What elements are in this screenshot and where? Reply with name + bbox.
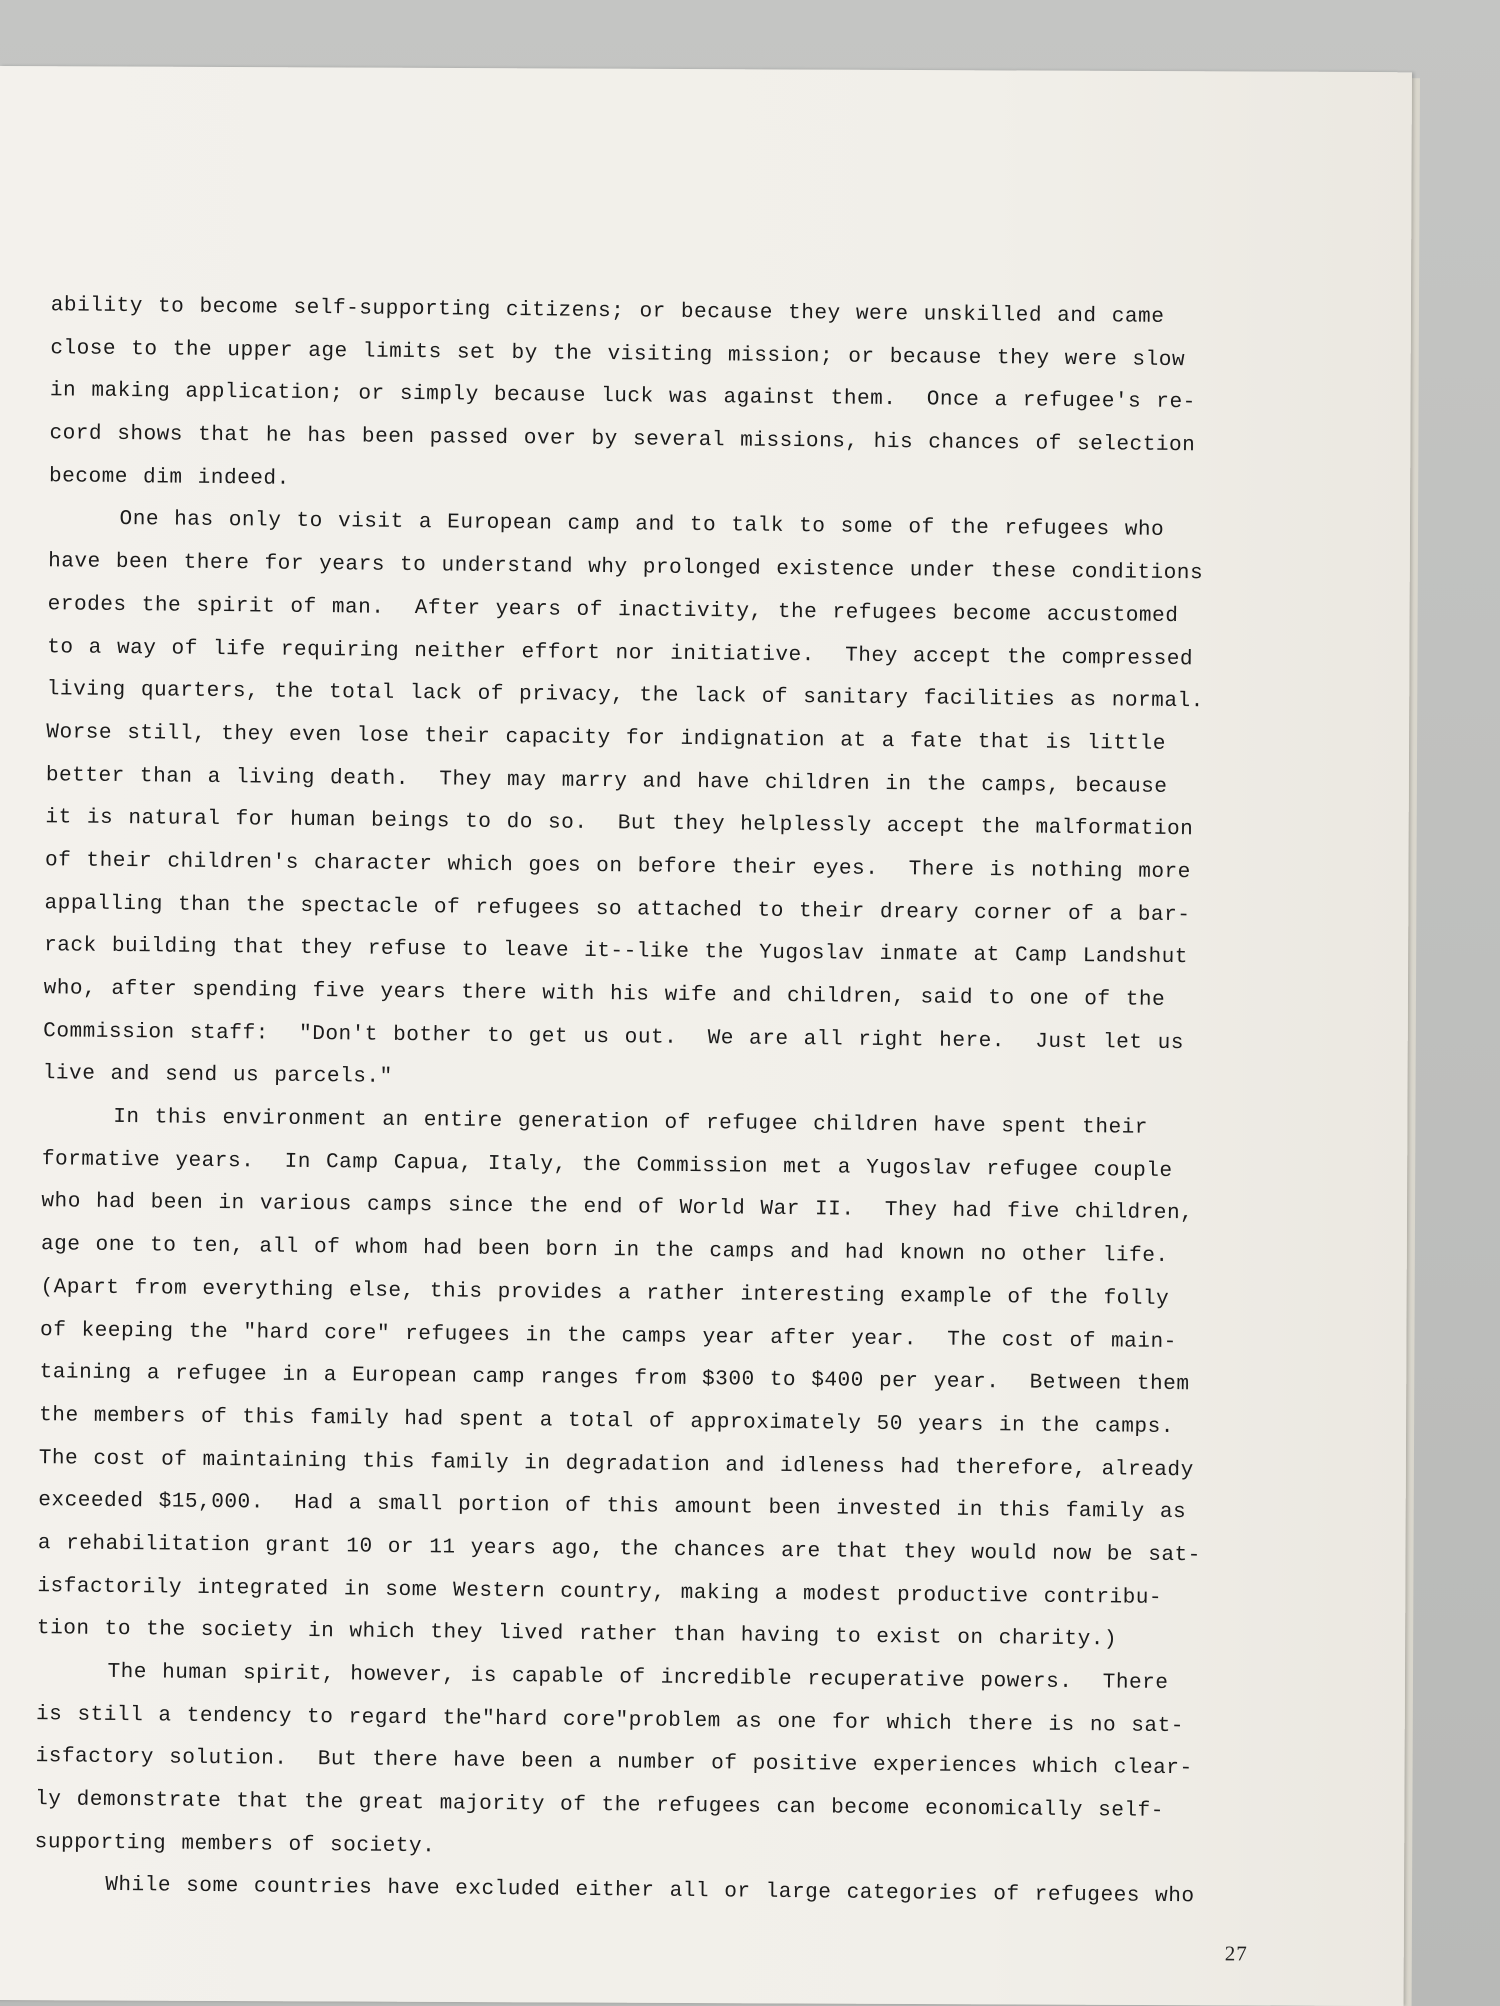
text-line: of keeping the "hard core" refugees in the camps year after year. The cost of main- (39, 1318, 1177, 1354)
text-line: the members of this family had spent a total of approximately 50 years in the camps. (39, 1404, 1175, 1439)
body-text (34, 285, 1301, 1920)
text-line: who, after spending five years there with his wife and children, said to one of the (43, 977, 1166, 1012)
text-line: who had been in various camps since the end of World War II. They had five children, (41, 1190, 1194, 1226)
text-line: to a way of life requiring neither effort nor initiative. They accept the compressed (47, 635, 1194, 671)
text-line: The human spirit, however, is capable of incredible recuperative powers. There (107, 1660, 1169, 1696)
text-line: exceeded $15,000. Had a small portion of this amount been invested in this family as (38, 1489, 1187, 1525)
text-line: have been there for years to understand why prolonged existence under these conditions (48, 550, 1204, 586)
text-line: ability to become self-supporting citizens; or because they were unskilled and came (50, 294, 1165, 329)
text-line: (Apart from everything else, this provides a rather interesting example of the folly (40, 1275, 1170, 1311)
text-line: formative years. In Camp Capua, Italy, the Commission met a Yugoslav refugee couple (41, 1147, 1173, 1183)
text-line: in making application; or simply because luck was against them. Once a refugee's re- (49, 379, 1196, 415)
text-line: it is natural for human beings to do so. But they helplessly accept the malformation (45, 806, 1194, 842)
text-line: The cost of maintaining this family in degradation and idleness had therefore, already (38, 1446, 1194, 1482)
page-number: 27 (1224, 1941, 1248, 1966)
text-line: become dim indeed. (48, 464, 290, 491)
text-line: One has only to visit a European camp and to talk to some of the refugees who (119, 508, 1165, 543)
text-line: age one to ten, all of whom had been born in the camps and had known no other life. (40, 1233, 1169, 1269)
text-line: close to the upper age limits set by the visiting mission; or because they were slow (50, 336, 1186, 372)
text-line: tion to the society in which they lived rather than having to exist on charity.) (36, 1617, 1118, 1652)
text-line: While some countries have excluded either all or large categories of refugees who (105, 1874, 1195, 1909)
text-line: Worse still, they even lose their capacity for indignation at a fate that is little (46, 721, 1167, 756)
text-line: ly demonstrate that the great majority of the refugees can become economically self- (35, 1788, 1165, 1824)
text-line: In this environment an entire generation of refugee children have spent their (113, 1105, 1149, 1140)
text-line: supporting members of society. (34, 1830, 436, 1859)
text-line: a rehabilitation grant 10 or 11 years ago, the chances are that they would now be sat- (37, 1532, 1202, 1568)
text-line: taining a refugee in a European camp ranges from $300 to $400 per year. Between them (39, 1361, 1190, 1397)
text-line: better than a living death. They may marry and have children in the camps, because (45, 763, 1168, 799)
text-line: living quarters, the total lack of privacy, the lack of sanitary facilities as normal. (46, 678, 1204, 714)
text-line: Commission staff: "Don't bother to get us out. We are all right here. Just let us (43, 1019, 1185, 1055)
text-line: isfactorily integrated in some Western country, making a modest productive contribu- (37, 1574, 1163, 1610)
text-line: rack building that they refuse to leave it--like the Yugoslav inmate at Camp Landshut (44, 934, 1189, 970)
text-line: appalling than the spectacle of refugees so attached to their dreary corner of a bar- (44, 891, 1191, 927)
text-line: erodes the spirit of man. After years of inactivity, the refugees become accustomed (47, 593, 1179, 628)
document-page (0, 66, 1412, 2006)
text-line: isfactory solution. But there have been a number of positive experiences which clear- (35, 1745, 1193, 1781)
text-line: is still a tendency to regard the"hard core"problem as one for which there is no sat- (35, 1702, 1185, 1738)
text-line: cord shows that he has been passed over by several missions, his chances of selection (49, 422, 1196, 458)
text-line: of their children's character which goes on before their eyes. There is nothing more (44, 849, 1192, 885)
text-line: live and send us parcels." (42, 1062, 393, 1090)
